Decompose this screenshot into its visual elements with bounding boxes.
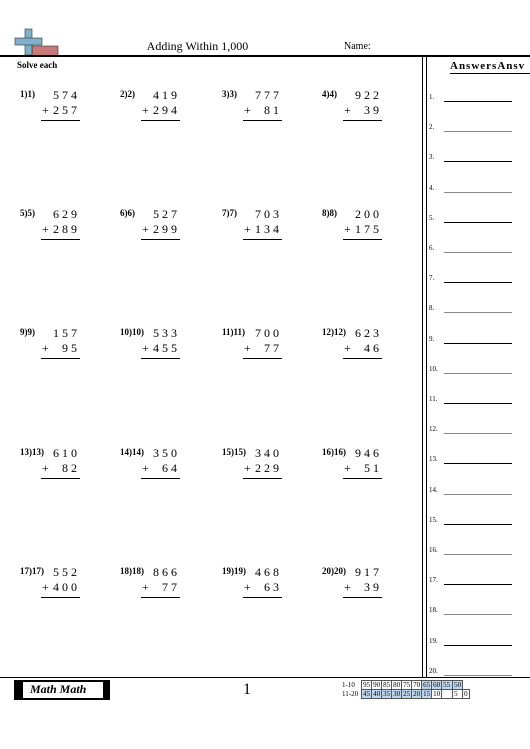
score-cell: 55 <box>442 681 453 690</box>
score-cell: 15 <box>423 690 431 698</box>
answer-blank[interactable] <box>444 312 512 313</box>
problem-bottom-number: 77 <box>264 341 282 355</box>
plus-sign: + <box>142 103 149 117</box>
sum-line <box>141 597 180 598</box>
problem-number: 12)12) <box>322 327 346 337</box>
problem-number: 17)17) <box>20 566 44 576</box>
plus-sign: + <box>142 461 149 475</box>
score-table <box>341 680 470 699</box>
problem-bottom-number: 134 <box>255 222 282 236</box>
problem-top-number: 552 <box>53 565 80 579</box>
answer-item <box>429 423 519 437</box>
problem <box>20 565 102 605</box>
answer-item <box>429 604 519 618</box>
answer-item <box>429 484 519 498</box>
plus-sign: + <box>244 222 251 236</box>
answer-blank[interactable] <box>444 494 512 495</box>
score-cell: 80 <box>393 681 401 689</box>
answers-heading: AnswersAnsv <box>450 60 526 72</box>
problem <box>20 88 102 128</box>
answer-label: 19. <box>429 636 438 645</box>
problem <box>20 207 102 247</box>
answer-label: 1. <box>429 93 435 101</box>
sum-line <box>141 239 180 240</box>
problem <box>120 207 202 247</box>
problem-bottom-number: 289 <box>53 222 80 236</box>
answer-item <box>429 151 519 165</box>
answer-label: 17. <box>429 576 438 585</box>
logo-icon <box>14 28 60 58</box>
page-number: 1 <box>243 681 251 698</box>
score-cell: 25 <box>403 690 411 698</box>
answer-item <box>429 182 519 196</box>
problem-top-number: 917 <box>355 565 382 579</box>
problem-bottom-number: 257 <box>53 103 80 117</box>
sum-line <box>141 478 180 479</box>
plus-sign: + <box>344 461 351 475</box>
plus-sign: + <box>244 341 251 355</box>
answer-blank[interactable] <box>444 282 512 283</box>
problem-bottom-number: 39 <box>364 103 382 117</box>
sum-line <box>141 120 180 121</box>
problem-bottom-number: 77 <box>162 580 180 594</box>
answer-item <box>429 333 519 347</box>
answer-item <box>429 121 519 135</box>
problem-top-number: 623 <box>355 326 382 340</box>
brand-name: Math Math <box>30 682 87 696</box>
problem-number: 4)4) <box>322 89 337 99</box>
answer-label: 20. <box>429 666 438 675</box>
problem <box>120 88 202 128</box>
header-divider <box>0 55 530 57</box>
problem <box>322 88 404 128</box>
sum-line <box>141 358 180 359</box>
problem-bottom-number: 229 <box>255 461 282 475</box>
plus-sign: + <box>344 341 351 355</box>
score-row <box>341 681 469 690</box>
problem-number: 7)7) <box>222 208 237 218</box>
instructions: Solve each <box>17 60 58 70</box>
answer-label: 11. <box>429 395 438 403</box>
answer-blank[interactable] <box>444 192 512 193</box>
answer-label: 3. <box>429 153 435 162</box>
score-cell: 20 <box>413 690 421 698</box>
answer-label: 4. <box>429 183 435 192</box>
problem-top-number: 629 <box>53 207 80 221</box>
answer-label: 10. <box>429 364 438 373</box>
problem-top-number: 703 <box>255 207 282 221</box>
answer-item <box>429 514 519 528</box>
plus-sign: + <box>142 341 149 355</box>
problem <box>120 326 202 366</box>
problem-top-number: 350 <box>153 446 180 460</box>
problem <box>222 207 304 247</box>
problem-number: 16)16) <box>322 447 346 457</box>
problem-number: 18)18) <box>120 566 144 576</box>
problem-top-number: 157 <box>53 326 80 340</box>
problem-top-number: 200 <box>355 207 382 221</box>
name-label: Name: <box>344 41 371 52</box>
problem-number: 2)2) <box>120 89 135 99</box>
score-cell: 10 <box>433 690 441 698</box>
answer-label: 7. <box>429 274 435 283</box>
problem-top-number: 574 <box>53 88 80 102</box>
score-cell: 40 <box>373 690 381 698</box>
problem-bottom-number: 63 <box>264 580 282 594</box>
sum-line <box>343 478 382 479</box>
sum-line <box>41 120 80 121</box>
plus-sign: + <box>344 103 351 117</box>
answer-label: 14. <box>429 485 438 494</box>
problem <box>222 88 304 128</box>
problem-bottom-number: 455 <box>153 341 180 355</box>
problem-number: 13)13) <box>20 447 44 457</box>
problem-top-number: 922 <box>355 88 382 102</box>
problem-bottom-number: 299 <box>153 222 180 236</box>
problem-top-number: 777 <box>255 88 282 102</box>
sum-line <box>343 120 382 121</box>
score-cell: 5 <box>453 690 463 699</box>
answer-blank[interactable] <box>444 252 512 253</box>
problem-bottom-number: 64 <box>162 461 180 475</box>
answer-blank[interactable] <box>444 403 512 404</box>
answer-column-divider <box>426 55 427 677</box>
sum-line <box>243 478 282 479</box>
problem-bottom-number: 95 <box>62 341 80 355</box>
problem-number: 19)19) <box>222 566 246 576</box>
plus-sign: + <box>42 222 49 236</box>
problem-top-number: 866 <box>153 565 180 579</box>
problem-bottom-number: 400 <box>53 580 80 594</box>
problem-bottom-number: 82 <box>62 461 80 475</box>
problem <box>322 326 404 366</box>
answers-heading-underline <box>450 73 530 74</box>
problem-top-number: 340 <box>255 446 282 460</box>
answer-item <box>429 393 519 407</box>
score-row <box>341 690 469 699</box>
sum-line <box>41 239 80 240</box>
problem <box>322 207 404 247</box>
answer-blank[interactable] <box>444 101 512 102</box>
sum-line <box>41 478 80 479</box>
score-cell: 75 <box>403 681 411 689</box>
problem <box>222 446 304 486</box>
problem <box>120 446 202 486</box>
score-cell: 60 <box>433 681 441 689</box>
plus-sign: + <box>344 580 351 594</box>
problem-number: 14)14) <box>120 447 144 457</box>
problem-top-number: 527 <box>153 207 180 221</box>
answer-item <box>429 544 519 558</box>
sum-line <box>343 597 382 598</box>
problem <box>322 565 404 605</box>
problem-top-number: 946 <box>355 446 382 460</box>
problem-top-number: 700 <box>255 326 282 340</box>
problem-number: 8)8) <box>322 208 337 218</box>
answer-blank[interactable] <box>444 222 512 223</box>
problem-number: 5)5) <box>20 208 35 218</box>
problem-bottom-number: 175 <box>355 222 382 236</box>
answer-item <box>429 212 519 226</box>
plus-sign: + <box>244 580 251 594</box>
plus-sign: + <box>344 222 351 236</box>
answer-blank[interactable] <box>444 343 512 344</box>
score-range: 11-20 <box>342 690 359 698</box>
score-range: 1-10 <box>342 681 355 689</box>
sum-line <box>243 120 282 121</box>
problem-bottom-number: 51 <box>364 461 382 475</box>
problem <box>322 446 404 486</box>
answer-blank[interactable] <box>444 614 512 615</box>
answer-label: 13. <box>429 455 438 464</box>
problem <box>20 326 102 366</box>
answer-blank[interactable] <box>444 675 512 676</box>
answer-item <box>429 302 519 316</box>
sum-line <box>41 358 80 359</box>
score-cell <box>442 690 453 699</box>
problem-top-number: 468 <box>255 565 282 579</box>
score-cell: 45 <box>363 690 371 698</box>
answer-blank[interactable] <box>444 433 512 434</box>
score-cell: 95 <box>363 681 371 689</box>
sum-line <box>41 597 80 598</box>
plus-sign: + <box>142 580 149 594</box>
score-cell: 50 <box>454 681 462 689</box>
footer-divider <box>0 677 530 678</box>
problem <box>222 326 304 366</box>
answer-item <box>429 574 519 588</box>
problem-top-number: 533 <box>153 326 180 340</box>
plus-sign: + <box>42 461 49 475</box>
answer-blank[interactable] <box>444 554 512 555</box>
problem-number: 3)3) <box>222 89 237 99</box>
score-cell: 70 <box>413 681 421 689</box>
answer-label: 9. <box>429 334 435 343</box>
sum-line <box>243 597 282 598</box>
sum-line <box>343 239 382 240</box>
answer-item <box>429 635 519 649</box>
problem-top-number: 419 <box>153 88 180 102</box>
plus-sign: + <box>142 222 149 236</box>
score-cell: 0 <box>464 690 468 698</box>
answer-label: 12. <box>429 425 438 434</box>
problem-number: 10)10) <box>120 327 144 337</box>
page-title: Adding Within 1,000 <box>146 39 249 53</box>
answer-blank[interactable] <box>444 584 512 585</box>
problem-number: 9)9) <box>20 327 35 337</box>
answer-item <box>429 363 519 377</box>
score-cell: 85 <box>383 681 391 689</box>
answer-item <box>429 453 519 467</box>
plus-sign: + <box>244 461 251 475</box>
answer-blank[interactable] <box>444 131 512 132</box>
answer-label: 16. <box>429 546 438 554</box>
problem-number: 1)1) <box>20 89 35 99</box>
answer-blank[interactable] <box>444 463 512 464</box>
answer-column-divider <box>422 55 423 677</box>
answer-item <box>429 242 519 256</box>
answer-item <box>429 91 519 105</box>
problem-bottom-number: 39 <box>364 580 382 594</box>
plus-sign: + <box>42 103 49 117</box>
answer-blank[interactable] <box>444 373 512 374</box>
sum-line <box>243 239 282 240</box>
plus-sign: + <box>244 103 251 117</box>
answer-label: 15. <box>429 515 438 524</box>
score-cell: 90 <box>373 681 381 689</box>
problem-number: 6)6) <box>120 208 135 218</box>
sum-line <box>243 358 282 359</box>
answer-blank[interactable] <box>444 524 512 525</box>
problem-number: 15)15) <box>222 447 246 457</box>
answer-blank[interactable] <box>444 645 512 646</box>
answer-item <box>429 272 519 286</box>
answer-label: 5. <box>429 213 435 222</box>
score-cell: 65 <box>423 681 431 689</box>
sum-line <box>343 358 382 359</box>
score-cell: 35 <box>383 690 391 698</box>
problem <box>20 446 102 486</box>
answer-label: 6. <box>429 244 435 252</box>
problem-number: 11)11) <box>222 327 246 337</box>
problem <box>222 565 304 605</box>
problem-bottom-number: 46 <box>364 341 382 355</box>
plus-sign: + <box>42 580 49 594</box>
answer-label: 8. <box>429 304 435 313</box>
answer-label: 2. <box>429 123 435 132</box>
answer-label: 18. <box>429 606 438 615</box>
problem-top-number: 610 <box>53 446 80 460</box>
plus-sign: + <box>42 341 49 355</box>
answer-blank[interactable] <box>444 161 512 162</box>
problem-number: 20)20) <box>322 566 346 576</box>
score-cell: 30 <box>393 690 401 698</box>
problem-bottom-number: 294 <box>153 103 180 117</box>
problem <box>120 565 202 605</box>
problem-bottom-number: 81 <box>264 103 282 117</box>
